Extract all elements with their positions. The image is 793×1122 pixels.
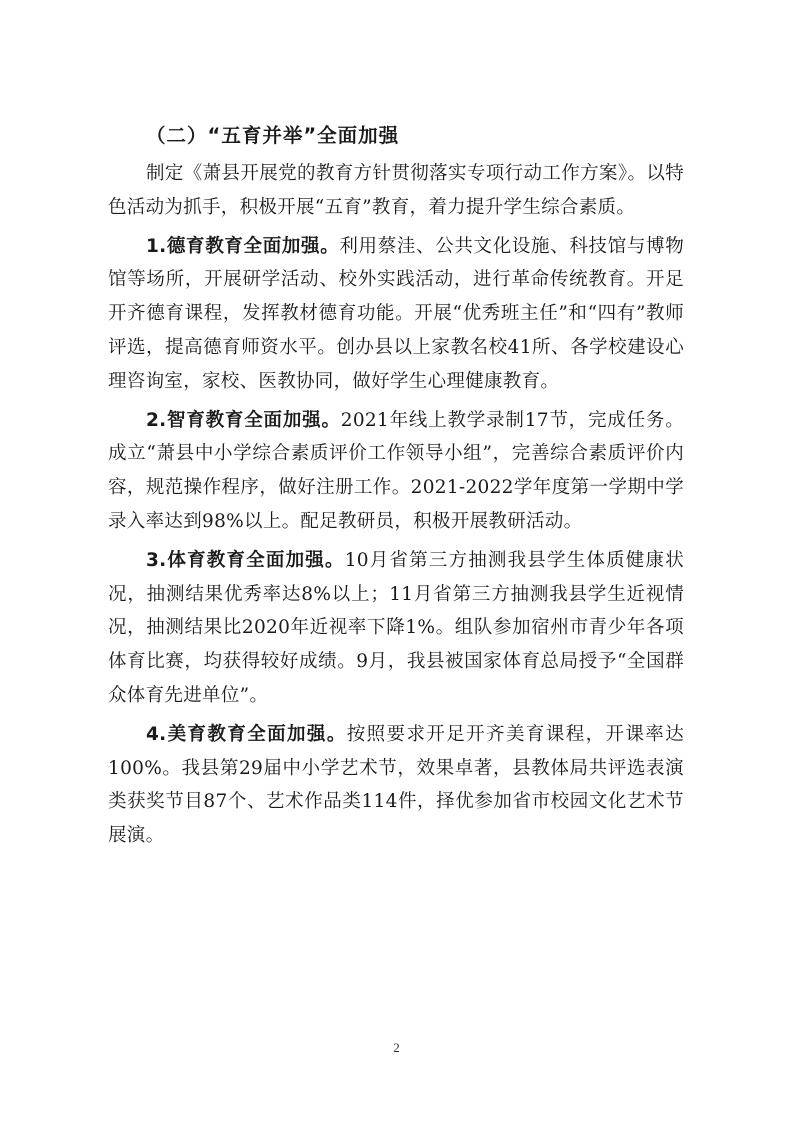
section-heading: （二）“五育并举”全面加强 <box>146 124 400 147</box>
intro-paragraph: 制定《萧县开展党的教育方针贯彻落实专项行动工作方案》。以特色活动为抓手，积极开展“五育”教育，着力提升学生综合素质。 <box>108 163 684 218</box>
item-body-intellectual: 2021年线上教学录制17节，完成任务。成立“萧县中小学综合素质评价工作领导小组”，完善综合素质评价内容，规范操作程序，做好注册工作。2021-2022学年度第一学期中学录入率达到98%以上。配足教研员，积极开展教研活动。 <box>108 409 685 532</box>
item-lead-physical: 3.体育教育全面加强。 <box>146 549 345 571</box>
item-paragraph-moral <box>108 230 684 399</box>
page-number: 2 <box>393 1040 400 1055</box>
item-body-physical: 10月省第三方抽测我县学生体质健康状况，抽测结果优秀率达8%以上；11月省第三方抽测我县学生近视情况，抽测结果比2020年近视率下降1%。组队参加宿州市青少年各项体育比赛，均获得较好成绩。9月，我县被国家体育总局授予“全国群众体育先进单位”。 <box>108 549 684 706</box>
item-body-moral: 利用蔡洼、公共文化设施、科技馆与博物馆等场所，开展研学活动、校外实践活动，进行革命传统教育。开足开齐德育课程，发挥教材德育功能。开展“优秀班主任”和“四有”教师评选，提高德育师资水平。创办县以上家教名校41所、各学校建设心理咨询室，家校、医教协同，做好学生心理健康教育。 <box>108 235 685 392</box>
item-body-aesthetic: 按照要求开足开齐美育课程，开课率达100%。我县第29届中小学艺术节，效果卓著，县教体局共评选表演类获奖节目87个、艺术作品类114件，择优参加省市校园文化艺术节展演。 <box>108 723 685 847</box>
item-lead-aesthetic: 4.美育教育全面加强。 <box>146 723 347 745</box>
item-paragraph-physical <box>108 544 684 713</box>
item-lead-moral: 1.德育教育全面加强。 <box>146 235 340 257</box>
item-paragraph-intellectual <box>108 404 684 539</box>
document-body <box>108 118 684 858</box>
item-lead-intellectual: 2.智育教育全面加强。 <box>146 409 341 431</box>
item-paragraph-aesthetic <box>108 718 684 853</box>
